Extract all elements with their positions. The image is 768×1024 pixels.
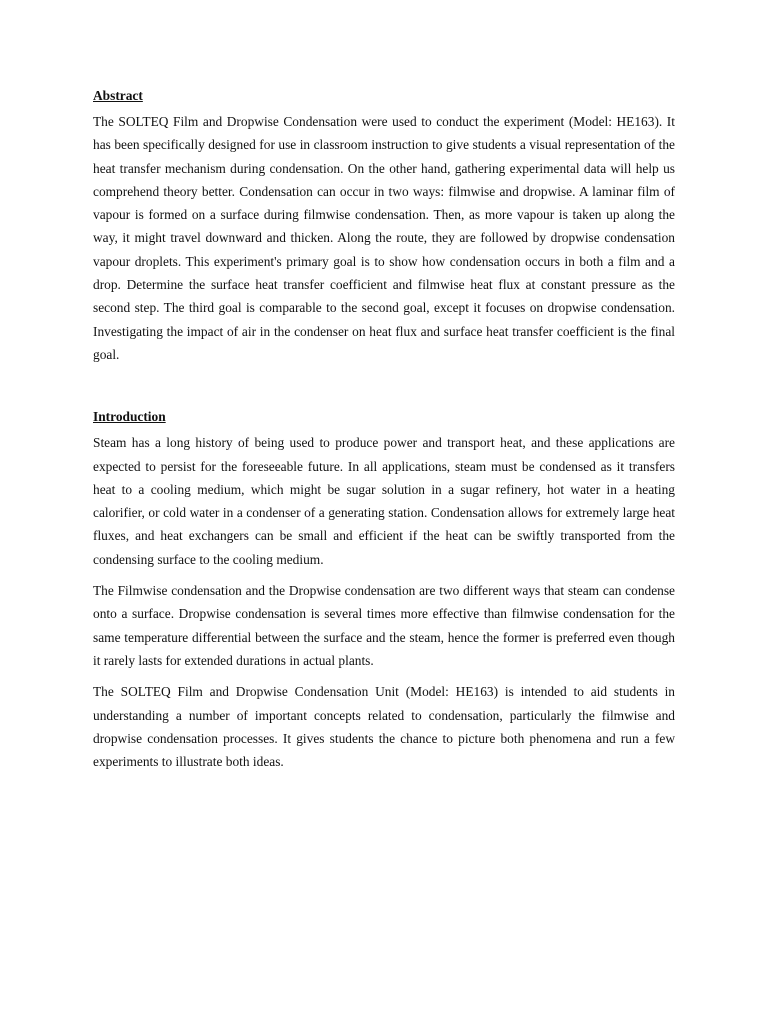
introduction-section [93, 408, 675, 773]
introduction-paragraph-2: The Filmwise condensation and the Dropwise condensation are two different ways that steam can condense onto a surface. Dropwise condensation is several times more effective than filmwise condensation for the same temperature differential between the surface and the steam, hence the former is preferred even though it rarely lasts for extended durations in actual plants. [93, 583, 675, 668]
section-spacer [93, 366, 675, 408]
introduction-paragraph-3: The SOLTEQ Film and Dropwise Condensation Unit (Model: HE163) is intended to aid students in understanding a number of important concepts related to condensation, particularly the filmwise and dropwise condensation processes. It gives students the chance to picture both phenomena and run a few experiments to illustrate both ideas. [93, 684, 675, 770]
introduction-heading: Introduction [93, 409, 166, 425]
abstract-section [93, 87, 675, 366]
introduction-paragraph-1: Steam has a long history of being used to produce power and transport heat, and these applications are expected to persist for the foreseeable future. In all applications, steam must be condensed as it transfers heat to a cooling medium, which might be sugar solution in a sugar refinery, hot water in a heating calorifier, or cold water in a condenser of a generating station. Condensation allows for extremely large heat fluxes, and heat exchangers can be small and efficient if the heat can be swiftly transported from the condensing surface to the cooling medium. [93, 435, 675, 567]
abstract-heading: Abstract [93, 88, 143, 103]
paragraph-spacer [93, 672, 675, 680]
paragraph-spacer [93, 571, 675, 579]
abstract-paragraph: The SOLTEQ Film and Dropwise Condensation were used to conduct the experiment (Model: HE163). It has been specifically designed for use in classroom instruction to give students a visual representation of the heat transfer mechanism during condensation. On the other hand, gathering experimental data will help us comprehend theory better. Condensation can occur in two ways: filmwise and dropwise. A laminar film of vapour is formed on a surface during filmwise condensation. Then, as more vapour is taken up along the way, it might travel downward and thicken. Along the route, they are followed by dropwise condensation vapour droplets. This experiment's primary goal is to show how condensation occurs in both a film and a drop. Determine the surface heat transfer coefficient and filmwise heat flux at constant pressure as the second step. The third goal is comparable to the second goal, except it focuses on dropwise condensation. Investigating the impact of air in the condenser on heat flux and surface heat transfer coefficient is the final goal. [93, 114, 675, 362]
